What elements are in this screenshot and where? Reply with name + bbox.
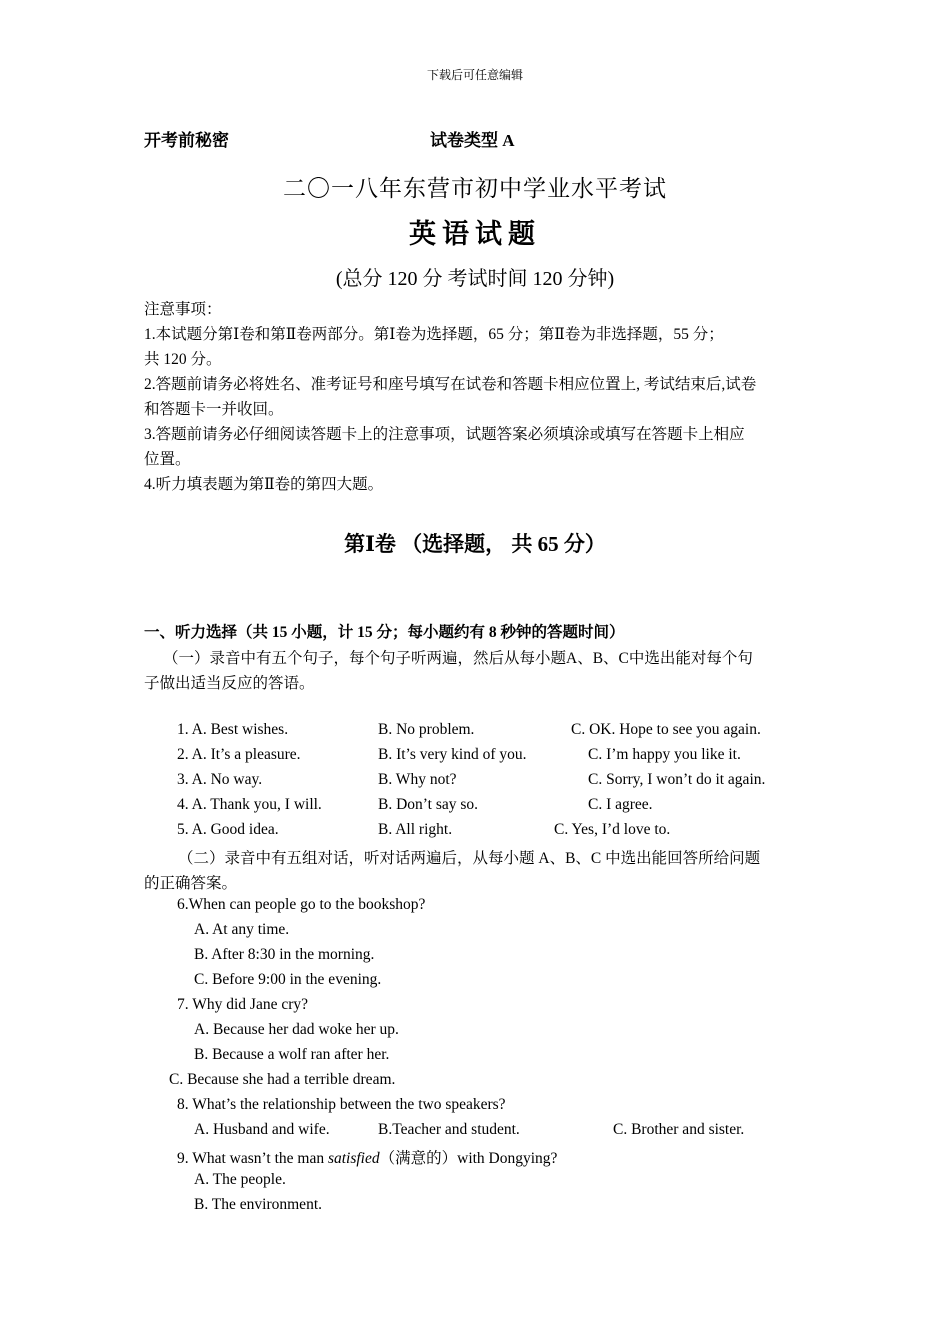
question-text-part: 9. What wasn’t the man <box>177 1150 328 1167</box>
instruction-line: 的正确答案。 <box>144 875 238 892</box>
question-text: 7. Why did Jane cry? <box>177 996 308 1013</box>
question-italic-word: satisfied <box>327 1150 380 1167</box>
question-option-a: 5. A. Good idea. <box>177 821 279 838</box>
question-text <box>177 1146 557 1168</box>
question-option-c: C. Because she had a terrible dream. <box>169 1071 396 1088</box>
question-option-b: B. Because a wolf ran after her. <box>194 1046 390 1063</box>
note-line: 3.答题前请务必仔细阅读答题卡上的注意事项，试题答案必须填涂或填写在答题卡上相应 <box>144 426 745 443</box>
exam-title: 二〇一八年东营市初中学业水平考试 <box>283 176 667 201</box>
paper-type-label: 试卷类型 A <box>430 131 515 150</box>
question-option-c: C. Brother and sister. <box>613 1121 745 1138</box>
question-option-b: B.Teacher and student. <box>378 1121 520 1138</box>
question-option-b: B. Why not? <box>378 771 457 788</box>
note-line: 共 120 分。 <box>144 351 222 368</box>
question-option-a: A. At any time. <box>194 921 290 938</box>
note-line: 4.听力填表题为第Ⅱ卷的第四大题。 <box>144 476 384 493</box>
question-option-a: 4. A. Thank you, I will. <box>177 796 322 813</box>
secret-label: 开考前秘密 <box>144 131 229 150</box>
question-option-b: B. Don’t say so. <box>378 796 479 813</box>
question-option-a: 3. A. No way. <box>177 771 263 788</box>
question-option-b: B. The environment. <box>194 1196 322 1213</box>
question-option-a: A. Because her dad woke her up. <box>194 1021 399 1038</box>
instruction-line: 子做出适当反应的答语。 <box>144 675 315 692</box>
question-option-c: C. I’m happy you like it. <box>588 746 741 763</box>
notes-heading: 注意事项： <box>144 301 222 318</box>
part-title: 一、听力选择（共 15 小题，计 15 分；每小题约有 8 秒钟的答题时间） <box>144 624 625 641</box>
note-line: 1.本试题分第Ⅰ卷和第Ⅱ卷两部分。第Ⅰ卷为选择题，65 分；第Ⅱ卷为非选择题，55 分； <box>144 326 724 343</box>
header-note: 下载后可任意编辑 <box>426 68 523 82</box>
section-heading: 第Ⅰ卷 （选择题， 共 65 分） <box>344 532 606 556</box>
question-text: 6.When can people go to the bookshop? <box>177 896 426 913</box>
question-option-c: C. I agree. <box>588 796 653 813</box>
question-option-c: C. Sorry, I won’t do it again. <box>588 771 766 788</box>
question-option-a: A. The people. <box>194 1171 286 1188</box>
subject-title: 英语试题 <box>409 219 541 249</box>
note-line: 2.答题前请务必将姓名、准考证号和座号填写在试卷和答题卡相应位置上, 考试结束后,试卷 <box>144 376 757 393</box>
instruction-line: （一）录音中有五个句子，每个句子听两遍，然后从每小题A、B、C中选出能对每个句 <box>163 650 753 667</box>
question-option-b: B. After 8:30 in the morning. <box>194 946 375 963</box>
question-option-c: C. Before 9:00 in the evening. <box>194 971 382 988</box>
instruction-line: （二）录音中有五组对话，听对话两遍后，从每小题 A、B、C 中选出能回答所给问题 <box>178 850 761 867</box>
question-option-b: B. It’s very kind of you. <box>378 746 527 763</box>
note-line: 和答题卡一并收回。 <box>144 401 284 418</box>
question-text: 8. What’s the relationship between the two speakers? <box>177 1096 506 1113</box>
question-option-a: 1. A. Best wishes. <box>177 721 289 738</box>
question-option-a: A. Husband and wife. <box>194 1121 330 1138</box>
note-line: 位置。 <box>144 451 191 468</box>
question-option-b: B. No problem. <box>378 721 475 738</box>
question-option-c: C. Yes, I’d love to. <box>554 821 671 838</box>
exam-info: (总分 120 分 考试时间 120 分钟) <box>335 268 615 290</box>
question-option-c: C. OK. Hope to see you again. <box>571 721 761 738</box>
question-text-part: （满意的）with Dongying? <box>379 1150 558 1167</box>
question-option-b: B. All right. <box>378 821 453 838</box>
question-option-a: 2. A. It’s a pleasure. <box>177 746 301 763</box>
